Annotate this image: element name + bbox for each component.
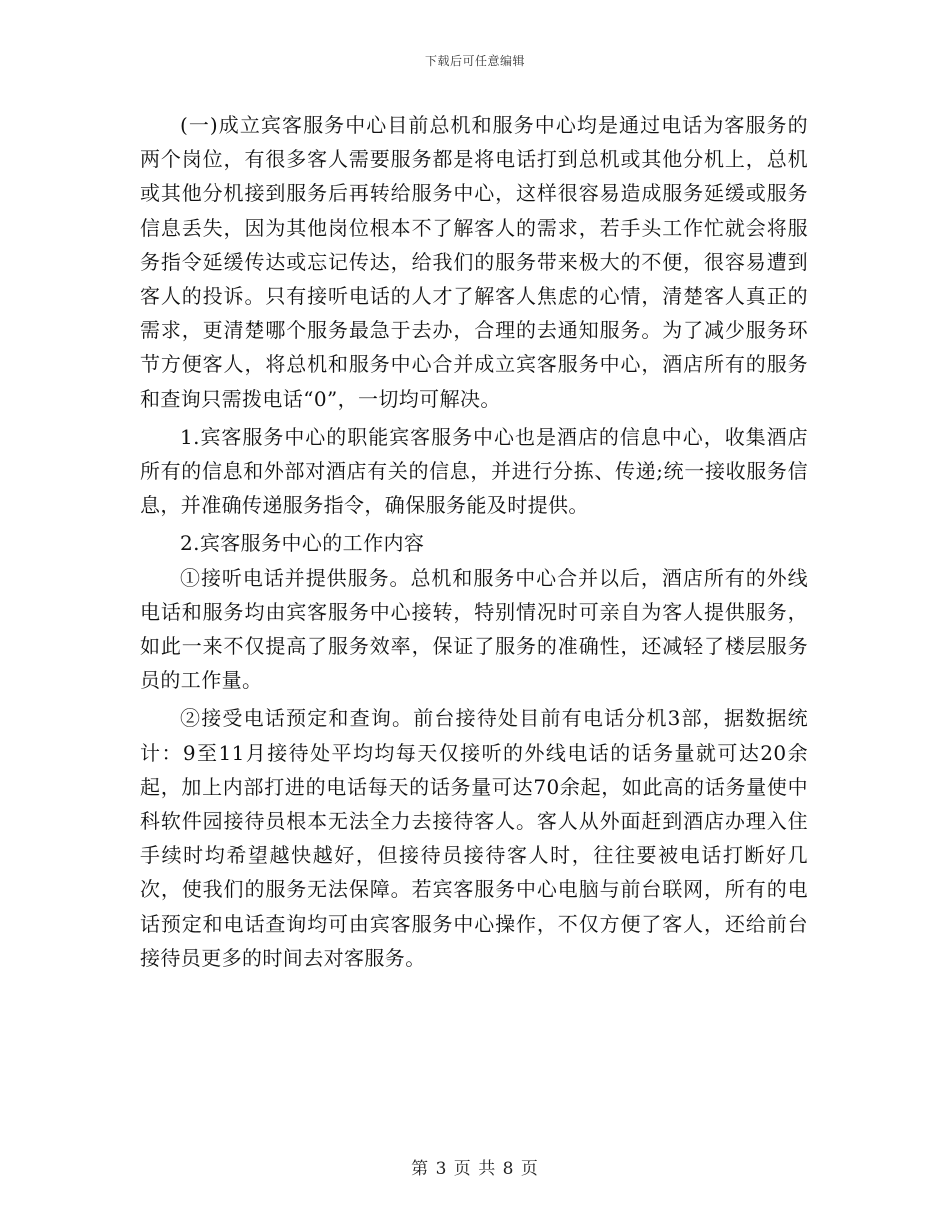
document-body	[140, 108, 808, 975]
paragraph-center-functions: 1.宾客服务中心的职能宾客服务中心也是酒店的信息中心，收集酒店所有的信息和外部对酒店有关的信息，并进行分拣、传递;统一接收服务信息，并准确传递服务指令，确保服务能及时提供。	[140, 424, 808, 518]
paragraph-answer-calls: ①接听电话并提供服务。总机和服务中心合并以后，酒店所有的外线电话和服务均由宾客服务中心接转，特别情况时可亲自为客人提供服务，如此一来不仅提高了服务效率，保证了服务的准确性，还减轻了楼层服务员的工作量。	[140, 565, 808, 693]
page-number: 第 3 页 共 8 页	[411, 1159, 539, 1179]
paragraph-phone-booking: ②接受电话预定和查询。前台接待处目前有电话分机3部，据数据统计：9至11月接待处平均均每天仅接听的外线电话的话务量就可达20余起，加上内部打进的电话每天的话务量可达70余起，如此高的话务量使中科软件园接待员根本无法全力去接待客人。客人从外面赶到酒店办理入住手续时均希望越快越好，但接待员接待客人时，往往要被电话打断好几次，使我们的服务无法保障。若宾客服务中心电脑与前台联网，所有的电话预定和电话查询均可由宾客服务中心操作，不仅方便了客人，还给前台接待员更多的时间去对客服务。	[140, 706, 808, 970]
paragraph-work-content-heading: 2.宾客服务中心的工作内容	[180, 531, 425, 556]
paragraph-establish-guest-service-center: (一)成立宾客服务中心目前总机和服务中心均是通过电话为客服务的两个岗位，有很多客人需要服务都是将电话打到总机或其他分机上，总机或其他分机接到服务后再转给服务中心，这样很容易造成服务延缓或服务信息丢失，因为其他岗位根本不了解客人的需求，若手头工作忙就会将服务指令延缓传达或忘记传达，给我们的服务带来极大的不便，很容易遭到客人的投诉。只有接听电话的人才了解客人焦虑的心情，清楚客人真正的需求，更清楚哪个服务最急于去办，合理的去通知服务。为了减少服务环节方便客人，将总机和服务中心合并成立宾客服务中心，酒店所有的服务和查询只需拨电话“0”，一切均可解决。	[140, 113, 808, 411]
page-header: 下载后可任意编辑	[424, 54, 525, 68]
